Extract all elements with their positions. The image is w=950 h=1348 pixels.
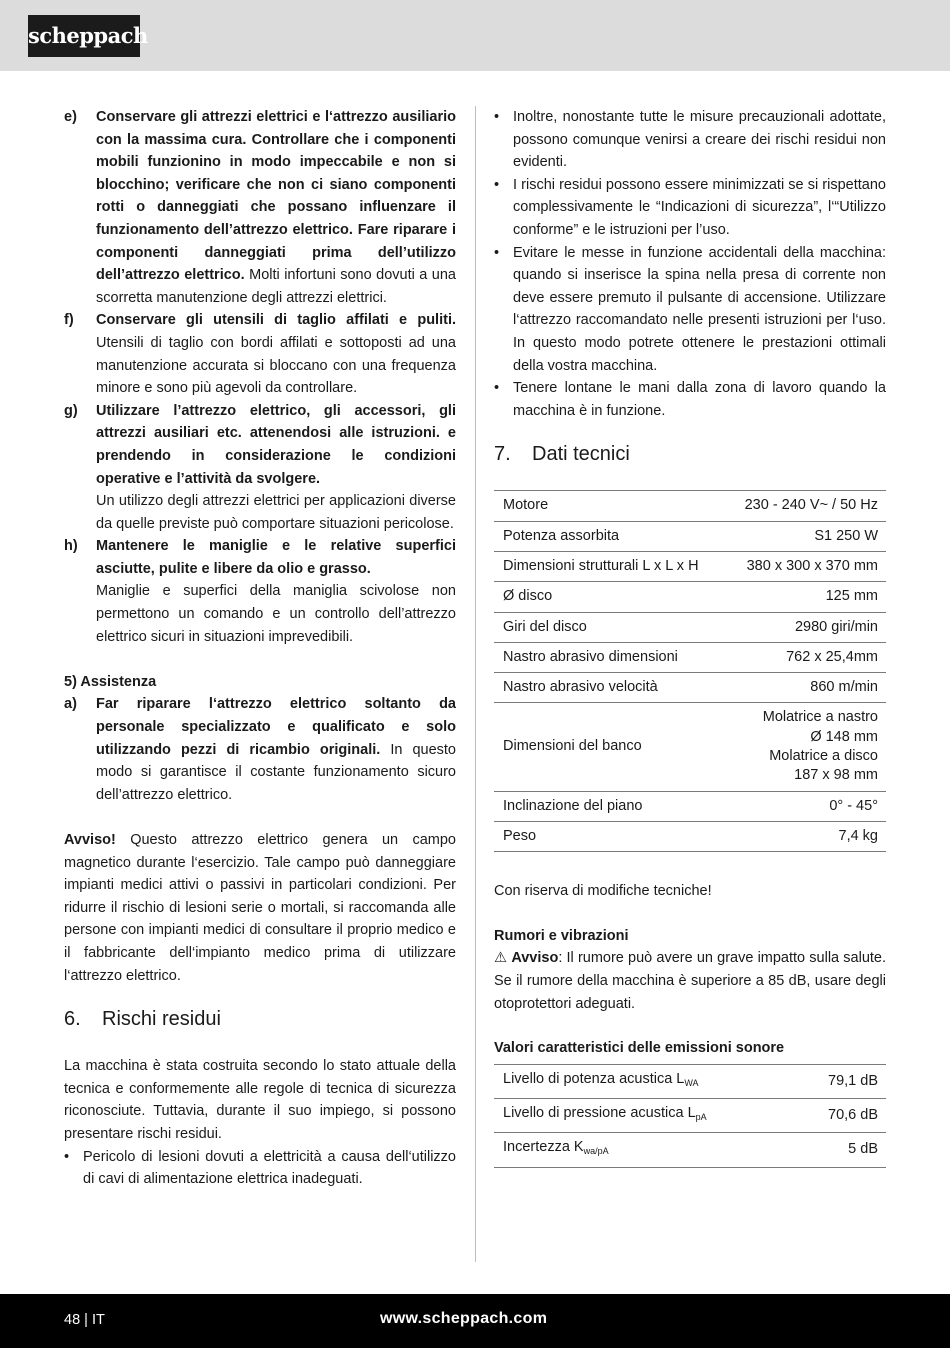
spec-value: 380 x 300 x 370 mm [711, 551, 886, 581]
scheppach-logo: scheppach [28, 15, 140, 57]
table-row [494, 703, 886, 791]
item-label: g) [64, 402, 78, 419]
spec-value: 125 mm [711, 582, 886, 612]
item-text [96, 106, 456, 309]
emission-value: 79,1 dB [795, 1064, 886, 1098]
spec-value: 2980 giri/min [711, 612, 886, 642]
section-6-intro: La macchina è stata costruita secondo lo stato attuale della tecnica e conformemente alle regole di tecnica di sicurezza riconosciute. Tuttavia, durante il suo impiego, si possono presentare rischi residui. [64, 1058, 456, 1142]
table-row [494, 821, 886, 851]
list-item-h [64, 535, 456, 648]
item-bold-text: Utilizzare l’attrezzo elettrico, gli accessori, gli attrezzi ausiliari etc. attenendosi alle istruzioni. e prendendo in considerazione le condizioni operative e l’attività da svolgere. [96, 402, 456, 487]
spec-value: S1 250 W [711, 521, 886, 551]
table-row [494, 1064, 886, 1098]
item-bold-text: Mantenere le maniglie e le relative superfici asciutte, pulite e libere da olio e grasso. [96, 538, 456, 577]
footer-bar [0, 1294, 950, 1348]
bullet-text: Tenere lontane le mani dalla zona di lavoro quando la macchina è in funzione. [513, 380, 886, 419]
noise-warning-text: : Il rumore può avere un grave impatto sulla salute. Se il rumore della macchina è superiore a 85 dB, usare degli otoprotettori adeguati. [494, 950, 887, 1012]
item-text [96, 400, 456, 536]
item-label: a) [64, 696, 77, 713]
spec-label: Ø disco [494, 582, 711, 612]
spec-label: Peso [494, 821, 711, 851]
item-normal-text: Molti infortuni sono dovuti a una scorretta manutenzione degli attrezzi elettrici. [96, 267, 456, 306]
spec-value: 762 x 25,4mm [711, 642, 886, 672]
spec-label: Giri del disco [494, 612, 711, 642]
spec-label: Dimensioni strutturali L x L x H [494, 551, 711, 581]
table-row [494, 521, 886, 551]
emission-label: Incertezza $K_{wa/pA}$ [494, 1133, 795, 1167]
specs-table [494, 490, 886, 852]
bullet-text: I rischi residui possono essere minimizzati se si rispettano complessivamente le “Indicazioni di sicurezza”, l‘“Utilizzo conforme” e le istruzioni per l’uso. [513, 176, 886, 238]
bullet-item: • Inoltre, nonostante tutte le misure precauzionali adottate, possono comunque venirsi a creare dei rischi residui non evidenti. [494, 106, 886, 174]
header-bar [0, 0, 950, 71]
section-number: 7. [494, 443, 511, 466]
left-column [64, 106, 456, 1191]
emission-value: 70,6 dB [795, 1099, 886, 1133]
list-item-e [64, 106, 456, 309]
item-bold-text: Far riparare l‘attrezzo elettrico soltanto da personale specializzato e qualificato e solo utilizzando pezzi di ricambio originali. [96, 696, 456, 758]
item-normal-text: In questo modo si garantisce il costante funzionamento sicuro dell’attrezzo elettrico. [96, 741, 456, 803]
bullet-text: Pericolo di lesioni dovuti a elettricità a causa dell‘utilizzo di cavi di alimentazione elettrica inadeguati. [83, 1148, 456, 1188]
table-row [494, 612, 886, 642]
section-number: 6. [64, 1008, 81, 1031]
warning-bold: Avviso! [64, 832, 116, 848]
emissions-table [494, 1064, 886, 1168]
emission-heading: Valori caratteristici delle emissioni sonore [494, 1040, 785, 1057]
item-normal-text: Un utilizzo degli attrezzi elettrici per applicazioni diverse da quelle previste può comportare situazioni pericolose. [96, 493, 456, 532]
page-number: 48 | IT [64, 1312, 105, 1328]
spec-value: Molatrice a nastro Ø 148 mm Molatrice a disco 187 x 98 mm [711, 703, 886, 791]
table-row [494, 642, 886, 672]
item-bold-text: Conservare gli utensili di taglio affilati e puliti. [96, 312, 456, 329]
table-row [494, 582, 886, 612]
table-row [494, 791, 886, 821]
spec-label: Inclinazione del piano [494, 791, 711, 821]
section-title: Rischi residui [102, 1008, 221, 1031]
spec-value: 7,4 kg [711, 821, 886, 851]
spec-label: Nastro abrasivo dimensioni [494, 642, 711, 672]
item-label: f) [64, 312, 74, 329]
noise-warning-bold: Avviso [511, 950, 559, 967]
section-title: Dati tecnici [532, 443, 630, 466]
list-item-f [64, 309, 456, 399]
item-text [96, 535, 456, 648]
table-row [494, 1099, 886, 1133]
item-text [96, 309, 456, 399]
item-bold-text: Conservare gli attrezzi elettrici e l‘attrezzo ausiliario con la massima cura. Controllare che i componenti mobili funzionino in modo impeccabile e non si blocchino; verificare che non ci siano componenti rotti o danneggiati che possano influenzare il funzionamento dell’attrezzo elettrico. Fare riparare i componenti danneggiati prima dell’utilizzo dell’attrezzo elettrico. [96, 109, 456, 284]
magnetic-warning [64, 829, 456, 987]
assistance-heading: 5) Assistenza [64, 673, 157, 690]
reserve-note: Con riserva di modifiche tecniche! [494, 883, 712, 900]
bullet-text: Inoltre, nonostante tutte le misure precauzionali adottate, possono comunque venirsi a creare dei rischi residui non evidenti. [513, 109, 886, 171]
spec-value: 860 m/min [711, 673, 886, 703]
table-row [494, 491, 886, 521]
item-text [96, 693, 456, 806]
table-row [494, 551, 886, 581]
spec-label: Nastro abrasivo velocità [494, 673, 711, 703]
table-row [494, 1133, 886, 1167]
section-6-heading [64, 1005, 456, 1033]
item-label: h) [64, 538, 78, 555]
emission-label: Livello di pressione acustica $L_{pA}$ [494, 1099, 795, 1133]
item-label: e) [64, 109, 77, 125]
warning-triangle-icon: ⚠ [494, 950, 508, 967]
bullet-item: • I rischi residui possono essere minimizzati se si rispettano complessivamente le “Indicazioni di sicurezza”, l‘“Utilizzo conforme” e le istruzioni per l’uso. [494, 174, 886, 242]
spec-label: Potenza assorbita [494, 521, 711, 551]
table-row [494, 673, 886, 703]
column-divider [475, 106, 476, 1262]
bullet-item: • Pericolo di lesioni dovuti a elettricità a causa dell‘utilizzo di cavi di alimentazione elettrica inadeguati. [64, 1146, 456, 1191]
spec-label: Dimensioni del banco [494, 703, 711, 791]
section-7-heading [494, 440, 886, 468]
item-normal-text: Utensili di taglio con bordi affilati e sottoposti ad una manutenzione accurata si bloccano con una frequenza minore e sono più agevoli da controllare. [96, 334, 456, 397]
emission-value: 5 dB [795, 1133, 886, 1167]
spec-value: 0° - 45° [711, 791, 886, 821]
list-item-a [64, 693, 456, 806]
website-link[interactable]: www.scheppach.com [380, 1310, 548, 1327]
noise-warning [494, 947, 886, 1015]
warning-text: Questo attrezzo elettrico genera un campo magnetico durante l‘esercizio. Tale campo può danneggiare impianti medici attivi o passivi in particolari condizioni. Per ridurre il rischio di lesioni serie o mortali, si raccomanda alle persone con impianti medici di consultare il proprio medico e il fabbricante dell‘impianto medico prima di utilizzare l‘attrezzo elettrico. [64, 832, 456, 984]
spec-label: Motore [494, 491, 711, 521]
item-normal-text: Maniglie e superfici della maniglia scivolose non permettono un comando e un controllo dell’attrezzo elettrico sicuri in situazioni imprevedibili. [96, 583, 456, 645]
right-column [494, 106, 886, 1168]
noise-heading: Rumori e vibrazioni [494, 927, 629, 944]
bullet-item: • Tenere lontane le mani dalla zona di lavoro quando la macchina è in funzione. [494, 377, 886, 422]
list-item-g [64, 400, 456, 536]
bullet-text: Evitare le messe in funzione accidentali della macchina: quando si inserisce la spina nella presa di corrente non deve essere premuto il pulsante di accensione. Utilizzare l‘attrezzo raccomandato nelle presenti istruzioni per l‘uso. In questo modo potrete ottenere le prestazioni ottimali della vostra macchina. [513, 244, 886, 374]
bullet-item: • Evitare le messe in funzione accidentali della macchina: quando si inserisce la spina nella presa di corrente non deve essere premuto il pulsante di accensione. Utilizzare l‘attrezzo raccomandato nelle presenti istruzioni per l‘uso. In questo modo potrete ottenere le prestazioni ottimali della vostra macchina. [494, 242, 886, 378]
emission-label: Livello di potenza acustica $L_{WA}$ [494, 1064, 795, 1098]
spec-value: 230 - 240 V~ / 50 Hz [711, 491, 886, 521]
